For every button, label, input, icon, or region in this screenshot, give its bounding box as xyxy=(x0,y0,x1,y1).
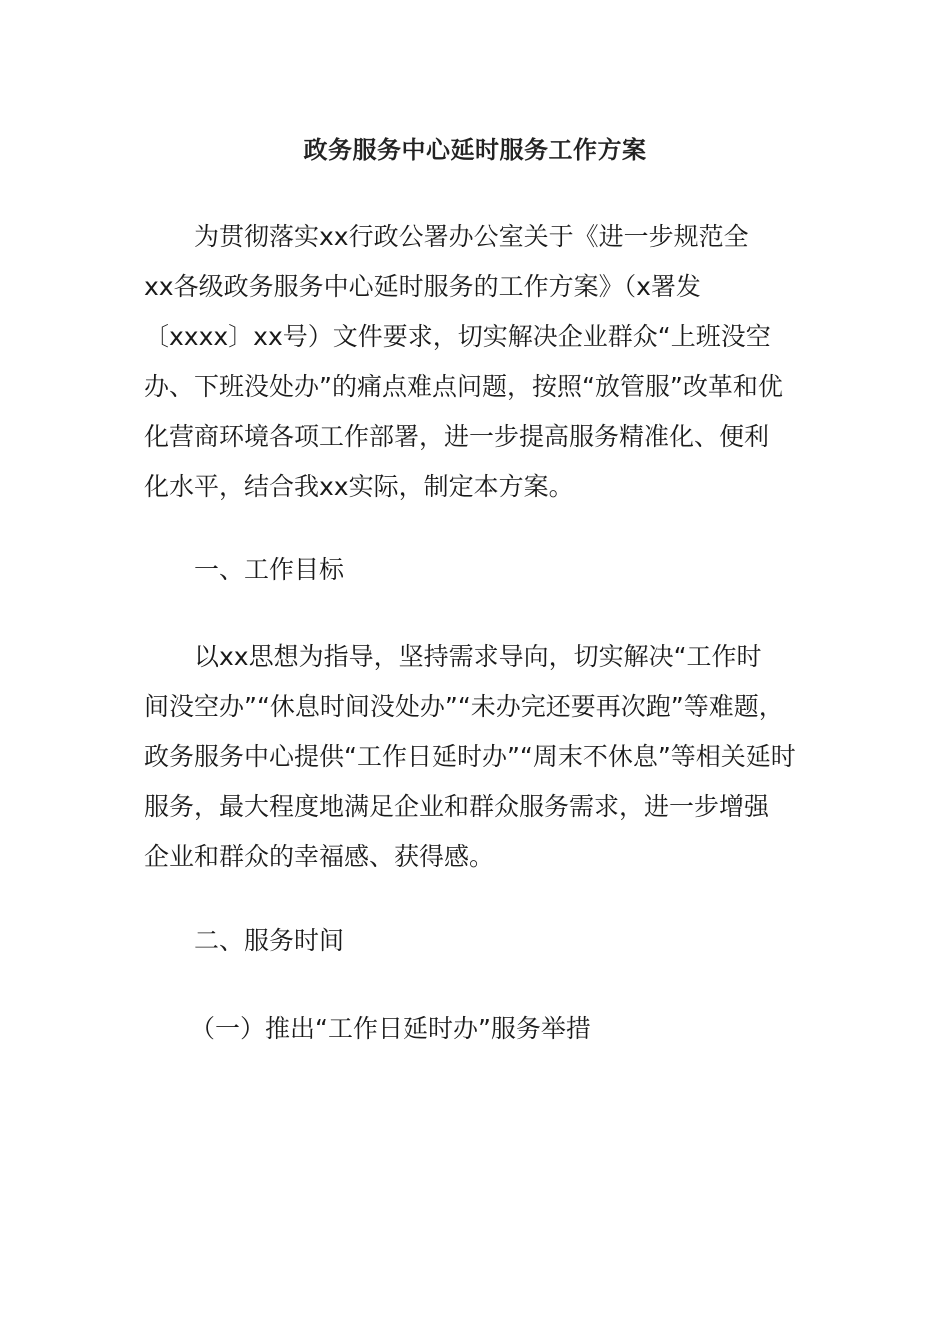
goals-line: 服务，最大程度地满足企业和群众服务需求，进一步增强 xyxy=(144,792,770,821)
intro-line: 为贯彻落实xx行政公署办公室关于《进一步规范全 xyxy=(194,222,749,251)
goals-line: 间没空办”“休息时间没处办”“未办完还要再次跑”等难题， xyxy=(144,692,784,721)
goals-paragraph xyxy=(144,632,806,882)
intro-line: 〔xxxx〕xx号）文件要求，切实解决企业群众“上班没空 xyxy=(144,322,771,351)
intro-line: 办、下班没处办”的痛点难点问题，按照“放管服”改革和优 xyxy=(144,372,783,401)
intro-paragraph xyxy=(144,212,806,512)
goals-line: 企业和群众的幸福感、获得感。 xyxy=(144,842,495,871)
section-heading-goals: 一、工作目标 xyxy=(194,555,345,584)
intro-line: 化营商环境各项工作部署，进一步提高服务精准化、便利 xyxy=(144,422,770,451)
goals-line: 政务服务中心提供“工作日延时办”“周末不休息”等相关延时 xyxy=(144,742,796,771)
intro-line: xx各级政务服务中心延时服务的工作方案》（x署发 xyxy=(144,272,701,301)
subsection-heading-weekday-extended: （一）推出“工作日延时办”服务举措 xyxy=(190,1014,591,1043)
goals-line: 以xx思想为指导，坚持需求导向，切实解决“工作时 xyxy=(194,642,762,671)
intro-line: 化水平，结合我xx实际，制定本方案。 xyxy=(144,472,574,501)
document-title: 政务服务中心延时服务工作方案 xyxy=(303,136,647,164)
section-heading-service-time: 二、服务时间 xyxy=(194,926,345,955)
